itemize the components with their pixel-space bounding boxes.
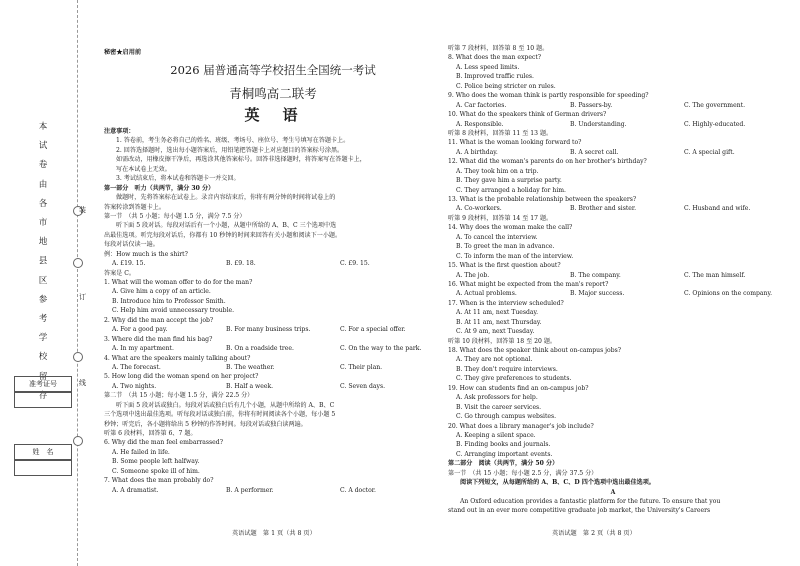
notice-line: 如需改动，用橡皮擦干净后，再选涂其他答案标号。回答非选择题时，将答案写在答题卡上， bbox=[116, 156, 366, 164]
answer-option[interactable]: B. The weather. bbox=[226, 363, 275, 371]
question-stem: 6. Why did the man feel embarrassed? bbox=[104, 439, 223, 447]
intro-line: 出最佳选项。听完每段对话后，你都有 10 秒钟的时间来回答有关小题和阅读下一小题。 bbox=[104, 231, 342, 239]
answer-option[interactable]: B. Some people left halfway. bbox=[112, 458, 200, 466]
answer-option[interactable]: B. At 11 am, next Thursday. bbox=[456, 318, 542, 326]
binding-char: 参 bbox=[38, 294, 48, 305]
answer-option[interactable]: A. £19. 15. bbox=[112, 260, 146, 268]
answer-option[interactable]: C. Highly-educated. bbox=[684, 120, 746, 128]
answer-option[interactable]: C. Help him avoid unnecessary trouble. bbox=[112, 307, 235, 315]
binding-char: 卷 bbox=[38, 160, 48, 171]
answer-option[interactable]: C. A special gift. bbox=[684, 148, 735, 156]
intro-line: 听下面 5 段对话。每段对话后有一个小题，从题中所给的 A、B、C 三个选项中选 bbox=[116, 222, 337, 230]
question-stem: 20. What does a library manager's job include? bbox=[448, 422, 594, 430]
answer-option[interactable]: C. A doctor. bbox=[340, 486, 376, 494]
answer-option[interactable]: A. A birthday. bbox=[456, 148, 498, 156]
listen-instruction: 听第 8 段材料，回答第 11 至 13 题。 bbox=[448, 129, 553, 137]
section2-title: 第二节 （共 15 小题；每小题 1.5 分，满分 22.5 分） bbox=[104, 392, 254, 400]
question-stem: 5. How long did the woman spend on her project? bbox=[104, 373, 259, 381]
answer-option[interactable]: A. Car factories. bbox=[456, 101, 507, 109]
answer-option[interactable]: A. They are not optional. bbox=[456, 356, 533, 364]
name-field[interactable] bbox=[14, 460, 72, 476]
binding-char: 地 bbox=[38, 237, 48, 248]
question-stem: 10. What do the speakers think of German drivers? bbox=[448, 111, 607, 119]
answer-option[interactable]: C. Their plan. bbox=[340, 363, 383, 371]
answer-option[interactable]: C. For a special offer. bbox=[340, 326, 406, 334]
option-row bbox=[448, 120, 778, 129]
subject-title: 英 语 bbox=[244, 106, 302, 124]
question-stem: 12. What did the woman's parents do on her brother's birthday? bbox=[448, 158, 647, 166]
option-row bbox=[104, 344, 442, 353]
question-stem: 17. When is the interview scheduled? bbox=[448, 299, 564, 307]
answer-option[interactable]: B. Half a week. bbox=[226, 382, 274, 390]
answer-option[interactable]: C. The government. bbox=[684, 101, 746, 109]
answer-option[interactable]: C. Someone spoke ill of him. bbox=[112, 467, 200, 475]
question-stem: 4. What are the speakers mainly talking about? bbox=[104, 354, 251, 362]
question-stem: 8. What does the man expect? bbox=[448, 54, 542, 62]
example-options bbox=[104, 259, 442, 268]
notice-heading: 注意事项： bbox=[104, 128, 135, 135]
binding-char: 区 bbox=[38, 275, 48, 286]
part2-title: 第二部分 阅读（共两节，满分 50 分） bbox=[448, 460, 559, 468]
answer-option[interactable]: B. To greet the man in advance. bbox=[456, 243, 555, 251]
notice-line: 2. 回答选择题时，选出每小题答案后，用铅笔把答题卡上对应题目的答案标号涂黑。 bbox=[116, 146, 344, 154]
answer-option[interactable]: B. They don't require interviews. bbox=[456, 365, 558, 373]
option-row bbox=[104, 363, 442, 372]
answer-option[interactable]: A. He failed in life. bbox=[112, 448, 170, 456]
binding-char: 考 bbox=[38, 314, 48, 325]
option-row bbox=[448, 148, 778, 157]
answer-option[interactable]: C. On the way to the park. bbox=[340, 345, 422, 353]
notice-line: 写在本试卷上无效。 bbox=[116, 165, 171, 173]
option-row bbox=[448, 101, 778, 110]
answer-option[interactable]: A. Less speed limits. bbox=[456, 63, 520, 71]
answer-option[interactable]: B. Major success. bbox=[570, 290, 625, 298]
answer-option[interactable]: A. Keeping a silent space. bbox=[456, 431, 536, 439]
exam-id-field[interactable] bbox=[14, 392, 72, 408]
notice-line: 3. 考试结束后，将本试卷和答题卡一并交回。 bbox=[116, 175, 240, 183]
question-stem: 3. Where did the man find his bag? bbox=[104, 335, 213, 343]
answer-option[interactable]: A. At 11 am, next Tuesday. bbox=[456, 309, 539, 317]
answer-option[interactable]: C. At 9 am, next Tuesday. bbox=[456, 328, 535, 336]
section1-title: 第一节 （共 5 小题；每小题 1.5 分，满分 7.5 分） bbox=[104, 212, 246, 220]
answer-option[interactable]: B. They gave him a surprise party. bbox=[456, 177, 562, 185]
intro-line: 答案转涂到答题卡上。 bbox=[104, 203, 165, 211]
part2-section1-title: 第一节 （共 15 小题；每小题 2.5 分，满分 37.5 分） bbox=[448, 469, 598, 477]
binding-cut-line bbox=[77, 0, 78, 566]
question-stem: 18. What does the speaker think about on-campus jobs? bbox=[448, 347, 622, 354]
binding-char: 由 bbox=[38, 179, 48, 190]
part2-intro: 阅读下列短文，从每题所给的 A、B、C、D 四个选项中选出最佳选项。 bbox=[460, 479, 655, 487]
passage-line: An Oxford education provides a fantastic platform for the future. To ensure that you bbox=[460, 498, 721, 505]
example-answer: 答案是 C。 bbox=[104, 269, 135, 277]
binding-char: 学 bbox=[38, 333, 48, 344]
answer-option[interactable]: A. The job. bbox=[456, 271, 490, 279]
answer-option[interactable]: C. Go through campus websites. bbox=[456, 413, 557, 421]
intro-line: 三个选项中选出最佳选项。听每段对话或独白前，你将有时间阅读各个小题，每小题 5 bbox=[104, 411, 336, 419]
page1-column bbox=[104, 127, 442, 495]
answer-option[interactable]: C. They give preferences to students. bbox=[456, 375, 572, 383]
page2-footer: 英语试题 第 2 页（共 8 页） bbox=[552, 530, 636, 537]
binding-circle bbox=[73, 258, 83, 268]
option-row bbox=[448, 271, 778, 280]
answer-option[interactable]: A. Co-workers. bbox=[456, 205, 502, 213]
intro-line: 做题时，先将答案标在试卷上。录音内容结束后，你将有两分钟的时间将试卷上的 bbox=[116, 194, 336, 202]
answer-option[interactable]: A. They took him on a trip. bbox=[456, 167, 539, 175]
question-stem: 13. What is the probable relationship between the speakers? bbox=[448, 196, 637, 203]
option-row bbox=[104, 486, 442, 495]
listen-instruction: 听第 9 段材料，回答第 14 至 17 题。 bbox=[448, 214, 553, 222]
part1-title: 第一部分 听力（共两节，满分 30 分） bbox=[104, 184, 215, 192]
binding-word-ding: 订 bbox=[79, 293, 86, 301]
binding-char: 市 bbox=[38, 218, 48, 229]
answer-option[interactable]: C. To inform the man of the interview. bbox=[456, 252, 574, 260]
question-stem: 1. What will the woman offer to do for the man? bbox=[104, 279, 253, 286]
question-stem: 11. What is the woman looking forward to? bbox=[448, 139, 582, 147]
answer-option[interactable]: A. A dramatist. bbox=[112, 486, 159, 494]
question-stem: 9. Who does the woman think is partly responsible for speeding? bbox=[448, 92, 649, 100]
binding-notice-vertical bbox=[36, 118, 50, 406]
notice-line: 1. 答卷前，考生务必将自己的姓名、班级、考场号、座位号、考生号填写在答题卡上。 bbox=[116, 137, 350, 145]
option-row bbox=[104, 325, 442, 334]
binding-circle bbox=[73, 436, 83, 446]
answer-option[interactable]: C. Opinions on the company. bbox=[684, 290, 773, 298]
intro-line: 每段对话仅读一遍。 bbox=[104, 241, 159, 249]
exam-subtitle: 青桐鸣高二联考 bbox=[229, 86, 317, 101]
answer-option[interactable]: C. Seven days. bbox=[340, 382, 386, 390]
answer-option[interactable]: A. Give him a copy of an article. bbox=[112, 288, 211, 296]
question-stem: 14. Why does the woman make the call? bbox=[448, 224, 573, 232]
question-stem: 7. What does the man probably do? bbox=[104, 477, 214, 485]
answer-option[interactable]: A. In my apartment. bbox=[112, 345, 174, 353]
confidential-mark: 秘密★启用前 bbox=[104, 49, 142, 56]
option-row bbox=[448, 204, 778, 213]
binding-char: 各 bbox=[38, 198, 48, 209]
binding-word-xian: 线 bbox=[79, 379, 86, 387]
answer-option[interactable]: B. Passers-by. bbox=[570, 101, 613, 109]
answer-option[interactable]: B. Brother and sister. bbox=[570, 205, 637, 213]
answer-option[interactable]: B. On a roadside tree. bbox=[226, 345, 294, 353]
listen-instruction: 听第 6 段材料，回答第 6、7 题。 bbox=[104, 430, 197, 437]
page2-column bbox=[448, 44, 778, 516]
answer-option[interactable]: B. For many business trips. bbox=[226, 326, 311, 334]
answer-option[interactable]: C. £9. 15. bbox=[340, 260, 370, 268]
answer-option[interactable]: C. Husband and wife. bbox=[684, 205, 751, 213]
example-question: 例：How much is the shirt? bbox=[104, 250, 188, 258]
listen-instruction: 听第 10 段材料，回答第 18 至 20 题。 bbox=[448, 337, 557, 345]
exam-id-label: 准考证号 bbox=[14, 376, 72, 392]
answer-option[interactable]: B. A performer. bbox=[226, 486, 274, 494]
question-stem: 15. What is the first question about? bbox=[448, 262, 561, 270]
answer-option[interactable]: C. Police being stricter on rules. bbox=[456, 82, 556, 90]
page1-footer: 英语试题 第 1 页（共 8 页） bbox=[232, 530, 316, 537]
answer-option[interactable]: C. They arranged a holiday for him. bbox=[456, 186, 566, 194]
binding-circle bbox=[73, 352, 83, 362]
name-label: 姓 名 bbox=[14, 444, 72, 460]
binding-word-zhuang: 装 bbox=[79, 206, 86, 214]
answer-option[interactable]: B. The company. bbox=[570, 271, 621, 279]
binding-char: 校 bbox=[38, 352, 48, 363]
answer-option[interactable]: B. £9. 18. bbox=[226, 260, 256, 268]
question-stem: 16. What might be expected from the man's report? bbox=[448, 280, 609, 288]
answer-option[interactable]: B. Finding books and journals. bbox=[456, 441, 551, 449]
answer-option[interactable]: A. Responsible. bbox=[456, 120, 504, 128]
binding-char: 本 bbox=[38, 122, 48, 132]
answer-option[interactable]: A. For a good pay. bbox=[112, 326, 168, 334]
passage-label: A bbox=[610, 488, 616, 496]
question-stem: 2. Why did the man accept the job? bbox=[104, 316, 214, 324]
answer-option[interactable]: A. Two nights. bbox=[112, 382, 157, 390]
answer-option[interactable]: B. A secret call. bbox=[570, 148, 619, 156]
intro-line: 听下面 5 段对话或独白。每段对话或独白后有几个小题，从题中所给的 A、B、C bbox=[116, 401, 335, 409]
answer-option[interactable]: A. To cancel the interview. bbox=[456, 233, 538, 241]
answer-option[interactable]: B. Understanding. bbox=[570, 120, 627, 128]
answer-option[interactable]: A. Ask professors for help. bbox=[456, 394, 538, 402]
option-row bbox=[448, 289, 778, 298]
answer-option[interactable]: B. Improved traffic rules. bbox=[456, 73, 534, 81]
answer-option[interactable]: A. Actual problems. bbox=[456, 290, 517, 298]
listen-instruction: 听第 7 段材料，回答第 8 至 10 题。 bbox=[448, 45, 549, 52]
exam-title: 2026 届普通高等学校招生全国统一考试 bbox=[170, 63, 376, 77]
answer-option[interactable]: C. The man himself. bbox=[684, 271, 746, 279]
binding-char: 存 bbox=[38, 390, 48, 401]
binding-char: 留 bbox=[38, 371, 48, 382]
answer-option[interactable]: C. Arranging important events. bbox=[456, 450, 553, 458]
binding-char: 县 bbox=[38, 256, 48, 267]
option-row bbox=[104, 382, 442, 391]
intro-line: 秒钟；听完后，各小题将给出 5 秒钟的作答时间。每段对话或独白读两遍。 bbox=[104, 420, 307, 428]
answer-option[interactable]: B. Visit the career services. bbox=[456, 403, 542, 411]
passage-line: stand out in an ever more competitive graduate job market, the University's Careers bbox=[448, 507, 711, 515]
answer-option[interactable]: B. Introduce him to Professor Smith. bbox=[112, 297, 226, 305]
question-stem: 19. How can students find an on-campus job? bbox=[448, 384, 589, 392]
answer-option[interactable]: A. The forecast. bbox=[112, 363, 161, 371]
binding-char: 试 bbox=[38, 141, 48, 152]
